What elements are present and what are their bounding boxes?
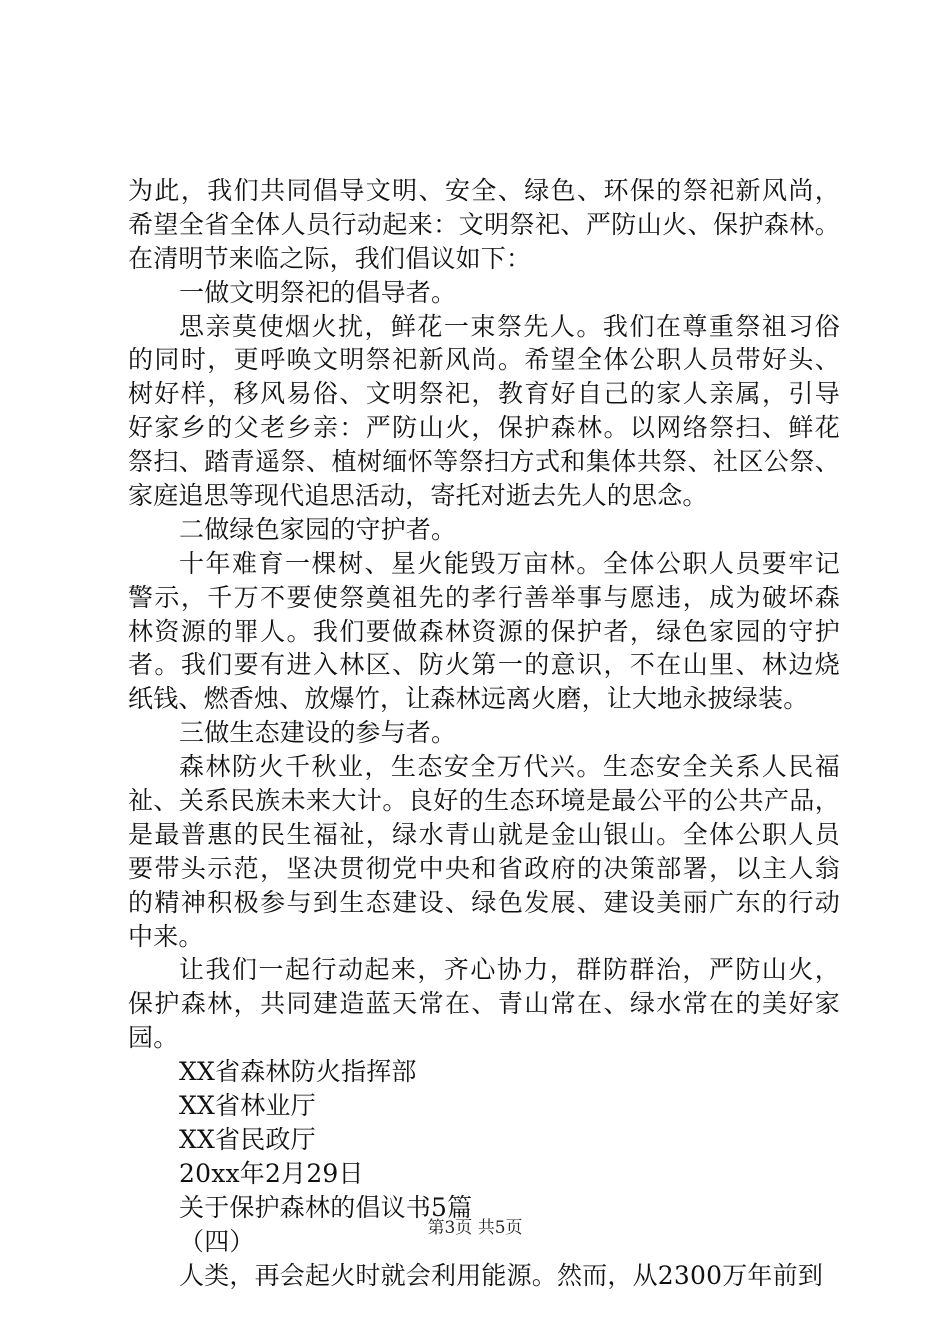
paragraph-line: 在清明节来临之际，我们倡议如下： xyxy=(128,243,532,273)
paragraph-line: 中来。 xyxy=(128,921,204,951)
signature-org: XX省林业厅 xyxy=(179,1091,316,1121)
signature-org: XX省森林防火指挥部 xyxy=(179,1057,417,1087)
document-title: 关于保护森林的倡议书5篇 xyxy=(179,1192,473,1222)
section-heading: 一做文明祭祀的倡导者。 xyxy=(179,277,457,307)
paragraph-line: 人类，再会起火时就会利用能源。然而，从2300万年前到 xyxy=(179,1260,824,1290)
paragraph-line: 者。我们要有进入林区、防火第一的意识，不在山里、林边烧 xyxy=(128,650,840,680)
paragraph-line: 十年难育一棵树、星火能毁万亩林。全体公职人员要牢记 xyxy=(179,548,840,578)
paragraph-line: 为此，我们共同倡导文明、安全、绿色、环保的祭祀新风尚， xyxy=(128,176,840,205)
signature-org: XX省民政厅 xyxy=(179,1124,316,1154)
signature-date: 20xx年2月29日 xyxy=(179,1158,364,1188)
paragraph-line: 树好样，移风易俗、文明祭祀，教育好自己的家人亲属，引导 xyxy=(128,379,840,409)
paragraph-line: 祭扫、踏青遥祭、植树缅怀等祭扫方式和集体共祭、社区公祭、 xyxy=(128,447,840,477)
document-body xyxy=(128,174,840,1292)
section-heading: 三做生态建设的参与者。 xyxy=(179,718,457,748)
paragraph-line: 的同时，更呼唤文明祭祀新风尚。希望全体公职人员带好头、 xyxy=(128,345,840,375)
paragraph-line: 纸钱、燃香烛、放爆竹，让森林远离火磨，让大地永披绿装。 xyxy=(128,684,809,714)
paragraph-line: 家庭追思等现代追思活动，寄托对逝去先人的思念。 xyxy=(128,481,708,511)
paragraph-line: 让我们一起行动起来，齐心协力，群防群治，严防山火， xyxy=(179,955,840,985)
paragraph-line: 保护森林，共同建造蓝天常在、青山常在、绿水常在的美好家 xyxy=(128,989,840,1019)
paragraph-line: 警示，千万不要使祭奠祖先的孝行善举事与愿违，成为破坏森 xyxy=(128,582,840,612)
paragraph-line: 思亲莫使烟火扰，鲜花一束祭先人。我们在尊重祭祖习俗 xyxy=(179,311,840,341)
paragraph-line: 希望全省全体人员行动起来：文明祭祀、严防山火、保护森林。 xyxy=(128,209,840,239)
paragraph-line: 森林防火千秋业，生态安全万代兴。生态安全关系人民福 xyxy=(179,752,840,782)
paragraph-line: 好家乡的父老乡亲：严防山火，保护森林。以网络祭扫、鲜花 xyxy=(128,413,840,443)
section-number: （四） xyxy=(179,1226,255,1256)
paragraph-line: 林资源的罪人。我们要做森林资源的保护者，绿色家园的守护 xyxy=(128,616,840,646)
paragraph-line: 的精神积极参与到生态建设、绿色发展、建设美丽广东的行动 xyxy=(128,887,840,917)
section-heading: 二做绿色家园的守护者。 xyxy=(179,514,457,544)
paragraph-line: 园。 xyxy=(128,1023,179,1053)
paragraph-line: 要带头示范，坚决贯彻党中央和省政府的决策部署，以主人翁 xyxy=(128,853,840,883)
paragraph-line: 祉、关系民族未来大计。良好的生态环境是最公平的公共产品， xyxy=(128,786,840,816)
page-number-footer: 第3页 共5页 xyxy=(427,1218,523,1238)
paragraph-line: 是最普惠的民生福祉，绿水青山就是金山银山。全体公职人员 xyxy=(128,819,840,849)
